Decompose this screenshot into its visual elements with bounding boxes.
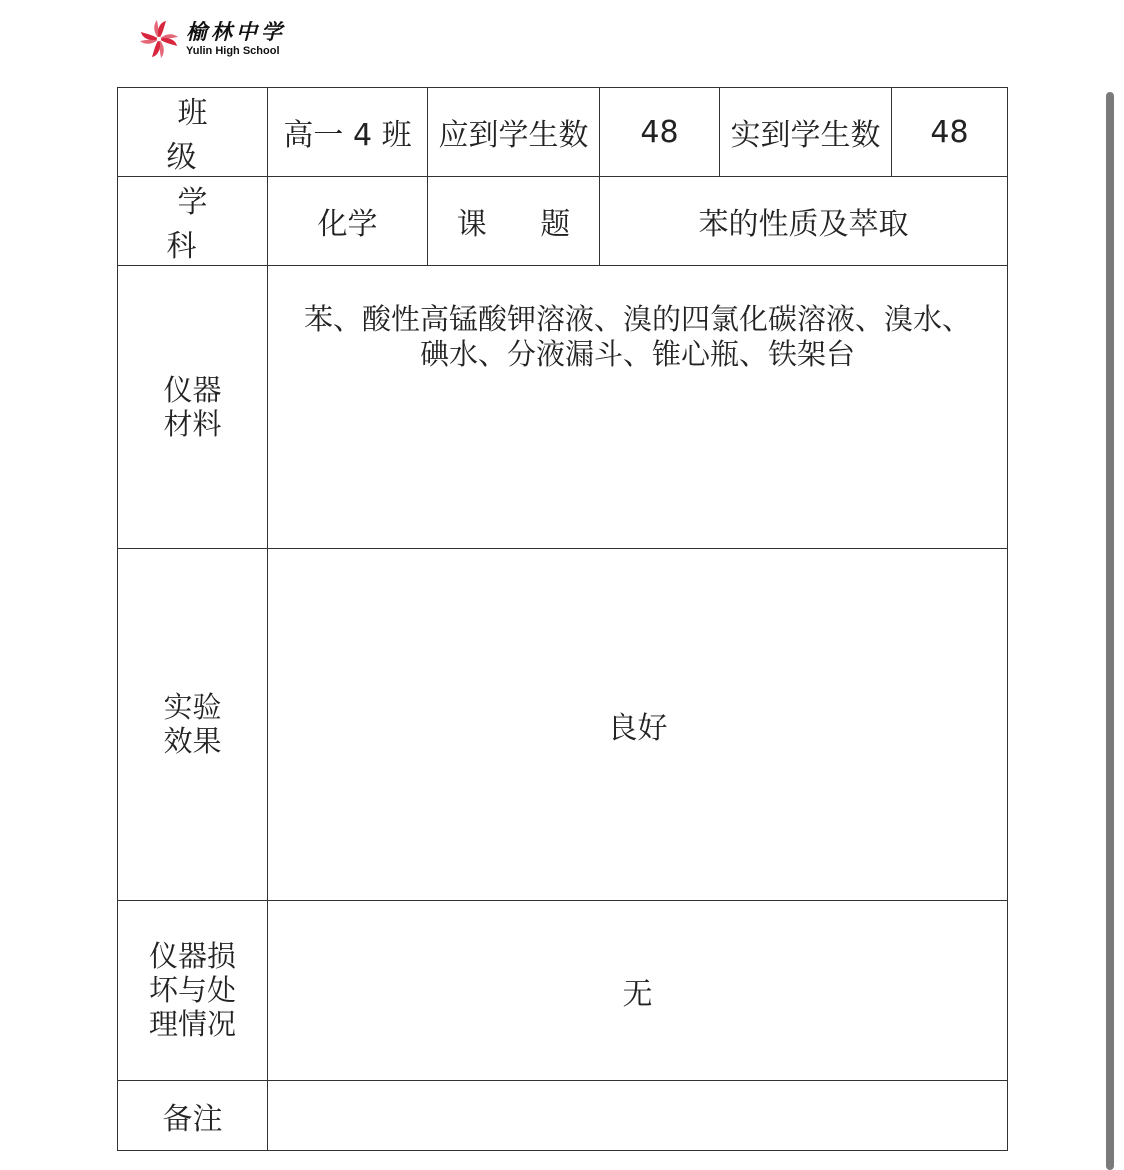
class-label: 班 级 [118,88,268,177]
school-name-cn: 榆林中学 [186,19,286,44]
topic-value: 苯的性质及萃取 [600,177,1008,266]
remarks-value[interactable] [268,1081,1008,1151]
table-row [118,1081,1008,1151]
table-row [118,549,1008,901]
table-row [118,266,1008,549]
damage-value: 无 [268,901,1008,1081]
table-row [118,901,1008,1081]
subject-value: 化学 [268,177,428,266]
subject-label: 学 科 [118,177,268,266]
actual-students-label: 实到学生数 [720,88,892,177]
experiment-record-table [117,87,1008,1151]
remarks-label: 备注 [118,1081,268,1151]
result-label: 实验 效果 [118,549,268,901]
result-value: 良好 [268,549,1008,901]
class-value: 高一 4 班 [268,88,428,177]
materials-label: 仪器 材料 [118,266,268,549]
table-row [118,177,1008,266]
table-row [118,88,1008,177]
expected-students-label: 应到学生数 [428,88,600,177]
school-name-en: Yulin High School [186,45,280,57]
vertical-scrollbar[interactable] [1106,92,1114,1170]
school-logo [138,18,286,60]
expected-students-value: 48 [600,88,720,177]
topic-label: 课 题 [428,177,600,266]
damage-label: 仪器损 坏与处 理情况 [118,901,268,1081]
materials-value: 苯、酸性高锰酸钾溶液、溴的四氯化碳溶液、溴水、 碘水、分液漏斗、锥心瓶、铁架台 [268,266,1008,549]
pinwheel-logo-icon [138,18,180,60]
actual-students-value: 48 [892,88,1008,177]
